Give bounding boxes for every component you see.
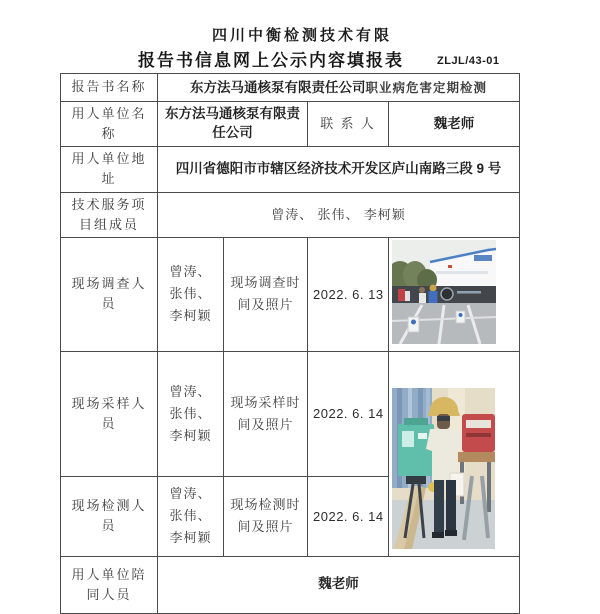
employer-name-value: 东方法马通核泵有限责任公司	[158, 102, 308, 147]
report-name-company: 东方法马通核泵有限责任公司	[190, 79, 366, 95]
contact-value: 魏老师	[389, 102, 520, 147]
table-row	[61, 74, 520, 102]
employer-name-label: 用人单位名称	[61, 102, 158, 147]
table-row	[61, 102, 520, 147]
site-testing-persons: 曾涛、张伟、李柯颖	[158, 476, 224, 556]
site-testing-time-label: 现场检测时间及照片	[224, 476, 308, 556]
report-name-label: 报告书名称	[61, 74, 158, 102]
site-testing-label: 现场检测人员	[61, 476, 158, 556]
table-row	[61, 556, 520, 613]
site-sampling-date: 2022. 6. 14	[308, 351, 389, 476]
team-members-value: 曾涛、 张伟、 李柯颖	[158, 192, 520, 237]
table-row	[61, 351, 520, 476]
doc-code: ZLJL/43-01	[437, 55, 500, 67]
document-header	[0, 24, 600, 72]
employer-address-label: 用人单位地址	[61, 147, 158, 192]
site-survey-label: 现场调查人员	[61, 237, 158, 351]
accompanying-value: 魏老师	[158, 556, 520, 613]
site-testing-date: 2022. 6. 14	[308, 476, 389, 556]
report-name-suffix: 职业病危害定期检测	[365, 80, 488, 95]
report-name-value	[158, 74, 520, 102]
employer-address-value: 四川省德阳市市辖区经济技术开发区庐山南路三段 9 号	[158, 147, 520, 192]
site-sampling-time-label: 现场采样时间及照片	[224, 351, 308, 476]
factory-gate-site-photo	[392, 240, 496, 344]
page-subtitle: 报告书信息网上公示内容填报表	[138, 51, 404, 70]
site-survey-photo-cell	[389, 237, 520, 351]
site-sampling-photo-cell	[389, 351, 520, 556]
report-info-table	[60, 73, 520, 614]
table-row	[61, 192, 520, 237]
site-survey-time-label: 现场调查时间及照片	[224, 237, 308, 351]
table-row	[61, 147, 520, 192]
contact-label: 联 系 人	[308, 102, 389, 147]
table-row	[61, 237, 520, 351]
site-survey-date: 2022. 6. 13	[308, 237, 389, 351]
site-survey-persons: 曾涛、张伟、李柯颖	[158, 237, 224, 351]
page-title: 四川中衡检测技术有限	[211, 27, 393, 44]
indoor-sampling-site-photo	[392, 388, 495, 549]
team-members-label: 技术服务项目组成员	[61, 192, 158, 237]
site-sampling-label: 现场采样人员	[61, 351, 158, 476]
accompanying-label: 用人单位陪同人员	[61, 556, 158, 613]
site-sampling-persons: 曾涛、张伟、李柯颖	[158, 351, 224, 476]
